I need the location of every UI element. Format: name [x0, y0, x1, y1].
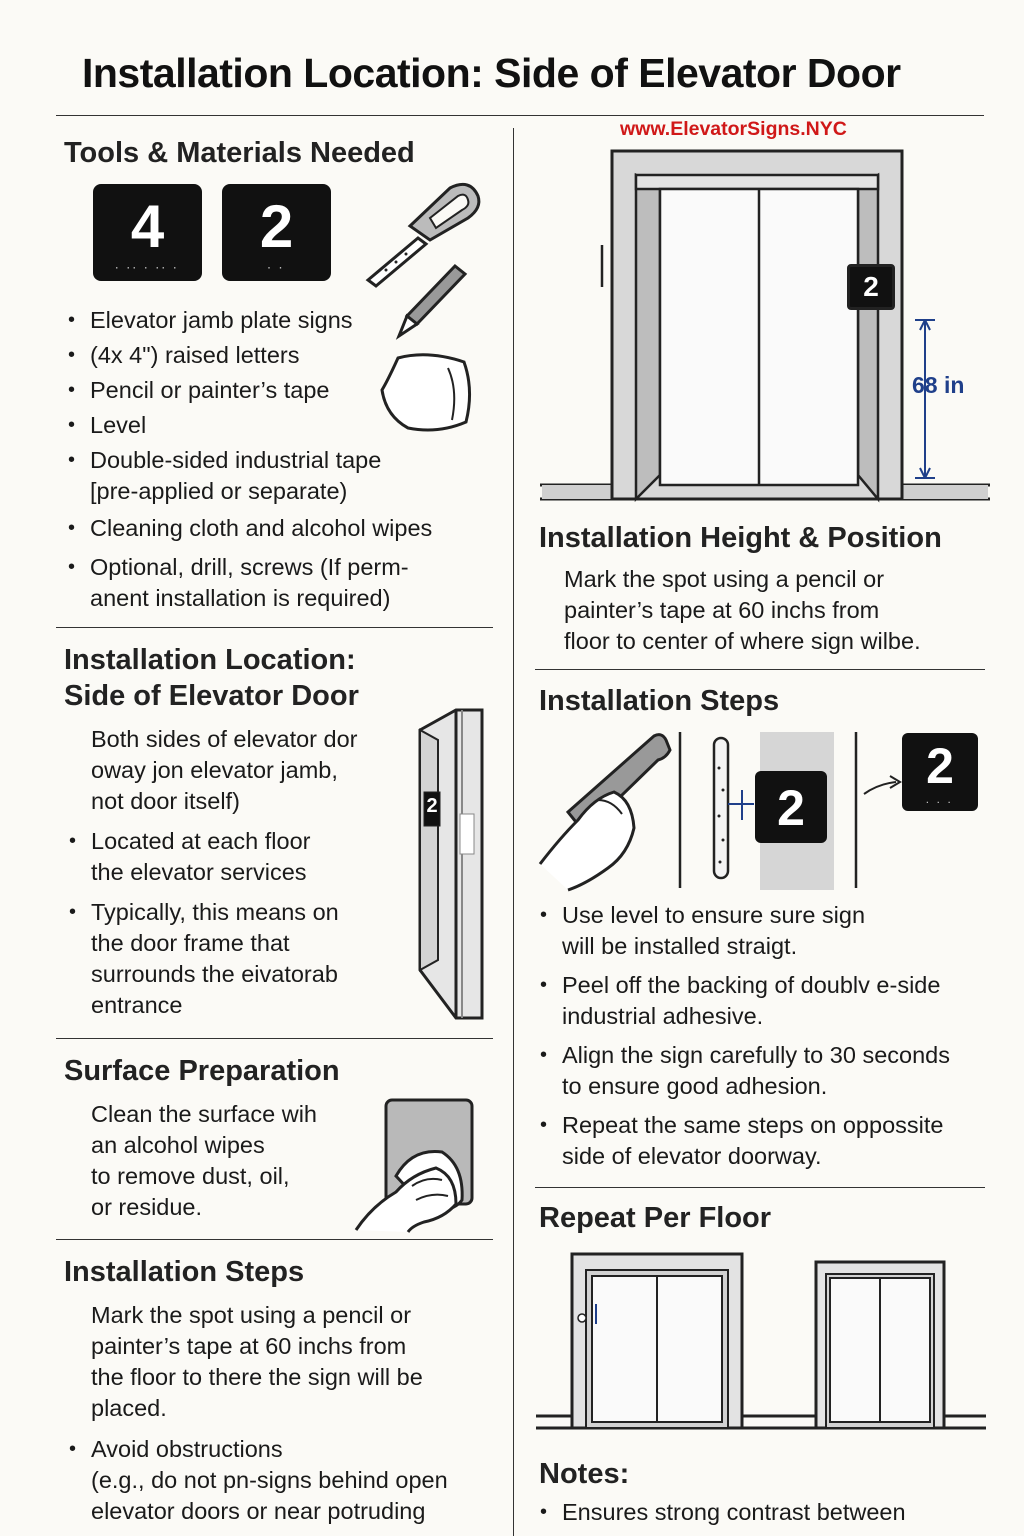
notes-list — [538, 1497, 906, 1528]
list-item: • Ensures strong contrast between — [538, 1497, 906, 1528]
list-item: • Avoid obstructions (e.g., do not pn-signs behind open elevator doors or near potruding — [67, 1434, 448, 1527]
repeat-floors-diagram — [536, 1248, 986, 1448]
list-item: • Repeat the same steps on oppossite side of elevator doorway. — [538, 1110, 950, 1172]
section-divider — [535, 1187, 985, 1188]
braille-dots: · · — [267, 263, 286, 273]
height-text: Mark the spot using a pencil or painter’s tape at 60 inchs from floor to center of where sign wilbe. — [564, 566, 921, 654]
finished-sign-image — [902, 733, 978, 811]
notes-heading: Notes: — [539, 1458, 630, 1490]
door-jamb-illustration — [416, 710, 486, 1020]
list-item: • Elevator jamb plate signs — [66, 305, 432, 336]
list-item: • Level — [66, 410, 432, 441]
height-measurement-label: 68 in — [912, 372, 965, 398]
sign-2-number: 2 — [259, 193, 294, 260]
list-item: • Use level to ensure sure sign will be installed straigt. — [538, 900, 950, 962]
tools-heading: Tools & Materials Needed — [64, 137, 415, 169]
braille-dots: · · · — [926, 798, 954, 807]
location-heading: Installation Location: Side of Elevator Door — [64, 644, 359, 712]
step-sign-image — [755, 771, 827, 843]
section-divider — [56, 1038, 493, 1039]
height-heading: Installation Height & Position — [539, 522, 942, 554]
location-intro: Both sides of elevator dor oway jon elevator jamb, not door itself) — [91, 726, 358, 814]
section-divider — [535, 669, 985, 670]
door-sign-number: 2 — [863, 271, 879, 302]
website-url[interactable]: www.ElevatorSigns.NYC — [620, 118, 847, 140]
list-item: • (4x 4") raised letters — [66, 340, 432, 371]
list-item: • Peel off the backing of doublv e-side industrial adhesive. — [538, 970, 950, 1032]
list-item: • Double-sided industrial tape [pre-applied or separate) — [66, 445, 432, 507]
list-item: • Pencil or painter’s tape — [66, 375, 432, 406]
tools-list — [66, 305, 432, 614]
sign-2-image — [222, 184, 331, 281]
jamb-sign-number: 2 — [426, 795, 438, 817]
finished-sign-number: 2 — [926, 738, 954, 794]
title-divider — [56, 115, 984, 116]
wiping-hand-illustration — [352, 1096, 482, 1236]
column-divider — [513, 128, 514, 1536]
section-divider — [56, 627, 493, 628]
steps-left-text: Mark the spot using a pencil or painter’s tape at 60 inchs from the floor to there the sign will be placed. — [91, 1302, 423, 1421]
surface-heading: Surface Preparation — [64, 1055, 340, 1087]
section-divider — [56, 1239, 493, 1240]
steps-right-list — [538, 900, 950, 1172]
location-list — [67, 826, 339, 1021]
list-item: • Optional, drill, screws (If perm- anent installation is required) — [66, 552, 432, 614]
door-sign-image — [847, 264, 895, 310]
list-item: • Align the sign carefully to 30 seconds to ensure good adhesion. — [538, 1040, 950, 1102]
repeat-heading: Repeat Per Floor — [539, 1202, 772, 1234]
sign-4-image — [93, 184, 202, 281]
list-item: • Typically, this means on the door frame that surrounds the eivatorab entrance — [67, 897, 339, 1021]
elevator-door-diagram — [540, 145, 990, 505]
sign-4-number: 4 — [130, 193, 165, 260]
list-item: • Cleaning cloth and alcohol wipes — [66, 513, 432, 544]
steps-right-heading: Installation Steps — [539, 685, 780, 717]
list-item: • Located at each floor the elevator services — [67, 826, 339, 888]
braille-dots: · ·· · ·· · — [115, 263, 180, 273]
step-sign-number: 2 — [777, 780, 805, 836]
surface-text: Clean the surface wih an alcohol wipes to remove dust, oil, or residue. — [91, 1101, 317, 1220]
steps-left-heading: Installation Steps — [64, 1256, 305, 1288]
steps-left-list — [67, 1434, 448, 1527]
page-title: Installation Location: Side of Elevator Door — [82, 50, 901, 96]
